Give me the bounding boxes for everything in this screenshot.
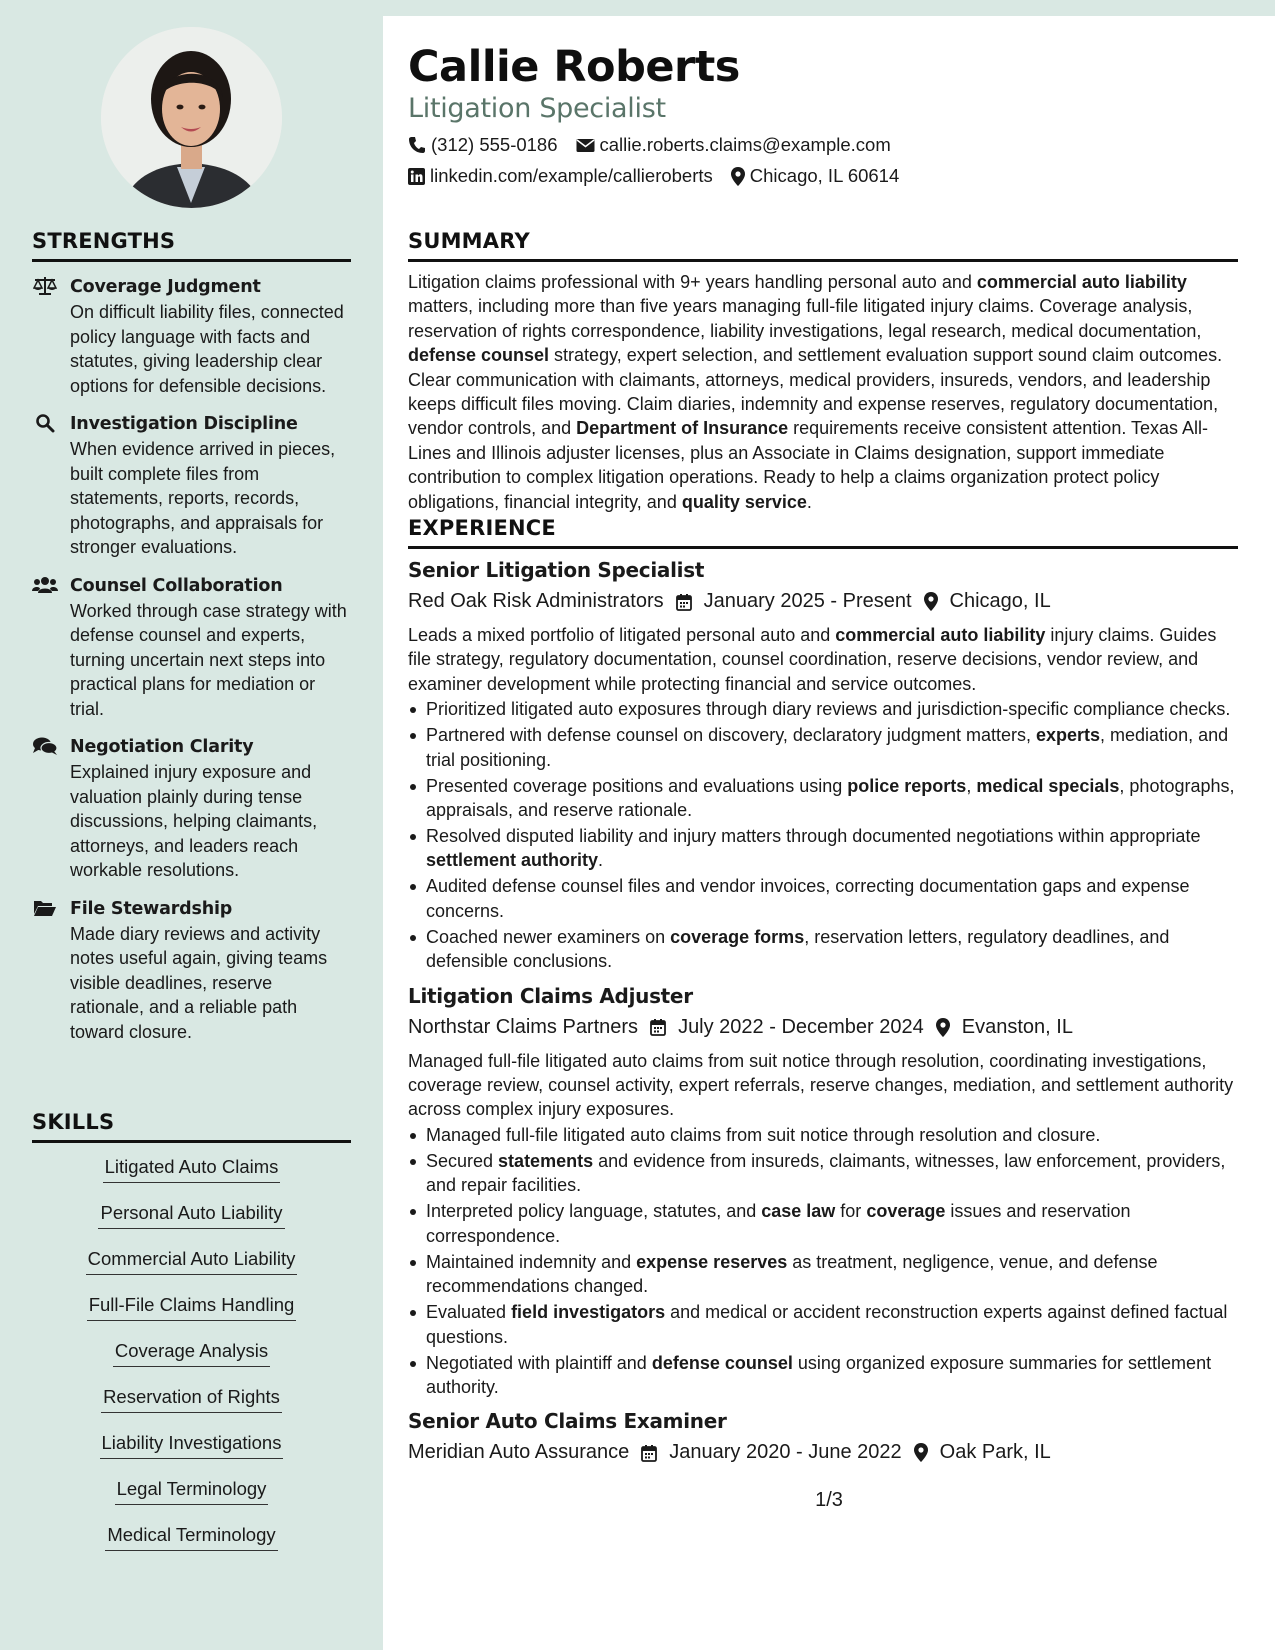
text-run: Leads a mixed portfolio of litigated personal auto and: [408, 625, 836, 645]
company-name: Northstar Claims Partners: [408, 1015, 639, 1038]
text-run: .: [598, 850, 604, 871]
candidate-name: Callie Roberts: [408, 42, 740, 92]
email-text[interactable]: callie.roberts.claims@example.com: [599, 134, 891, 155]
summary-section: [408, 229, 1238, 514]
job-title: Litigation Claims Adjuster: [408, 983, 693, 1008]
bold-keyword: commercial auto liability: [976, 272, 1187, 292]
text-run: as treatment, negligence, venue, and defense recommendations changed.: [426, 1251, 1158, 1297]
experience-heading: EXPERIENCE: [408, 516, 1238, 549]
bold-keyword: experts: [1035, 725, 1101, 746]
bullet-item: [408, 1149, 1238, 1198]
bold-keyword: coverage: [866, 1201, 946, 1222]
strength-desc: On difficult liability files, connected policy language with facts and statutes, giving leadership clear options for defensible decisions.: [70, 302, 344, 396]
strength-title: Investigation Discipline: [70, 414, 298, 434]
skills-heading: SKILLS: [32, 1110, 351, 1143]
text-run: Litigation claims professional with 9+ years handling personal auto and: [408, 272, 977, 292]
strength-title: Coverage Judgment: [70, 277, 261, 297]
contact-row-2: [408, 165, 917, 187]
bold-keyword: field investigators: [511, 1302, 666, 1323]
location-contact: [731, 165, 899, 187]
skills-list: [32, 1155, 351, 1569]
text-run: Prioritized litigated auto exposures through diary reviews and jurisdiction-specific compliance checks.: [426, 699, 1231, 720]
profile-photo: [101, 27, 282, 208]
strength-item: [32, 573, 351, 722]
strength-desc: Made diary reviews and activity notes useful again, giving teams visible deadlines, reserve rationale, and a reliable path toward closure.: [70, 923, 328, 1042]
skill-tag: Legal Terminology: [115, 1477, 269, 1505]
job-dates: July 2022 - December 2024: [678, 1015, 924, 1038]
location-text: Chicago, IL 60614: [749, 165, 900, 186]
strength-title: Negotiation Clarity: [70, 737, 254, 757]
job-description: [408, 1049, 1238, 1122]
job-entry: [408, 1409, 1238, 1464]
text-run: , mediation, and trial positioning.: [426, 725, 1229, 770]
bold-keyword: police reports: [847, 775, 967, 796]
text-run: ,: [966, 775, 977, 796]
users-icon: [32, 575, 58, 595]
text-run: requirements receive consistent attention. Texas All-Lines and Illinois adjuster licenses, plus an Associate in Claims designation, support immediate contribution to complex litigation operations. Ready to help a claims organization protect policy obligations, financial integrity, and: [408, 418, 1209, 512]
text-run: issues and reservation correspondence.: [426, 1201, 1131, 1246]
bullet-item: [408, 1351, 1238, 1400]
bullet-item: [408, 723, 1238, 772]
text-run: Resolved disputed liability and injury matters through documented negotiations within appropriate: [426, 826, 1201, 847]
phone-icon: [408, 136, 426, 154]
text-run: Audited defense counsel files and vendor invoices, correcting documentation gaps and expense concerns.: [426, 876, 1190, 921]
text-run: and evidence from insureds, claimants, witnesses, law enforcement, providers, and repair facilities.: [426, 1150, 1226, 1196]
strengths-heading: STRENGTHS: [32, 229, 351, 262]
job-meta: [408, 590, 1238, 613]
job-dates: January 2020 - June 2022: [669, 1441, 902, 1464]
bullet-item: [408, 824, 1238, 873]
text-run: matters, including more than five years managing full-file litigated injury claims. Coverage analysis, reservation of rights correspondence, liability investigations, legal research, medical documentation,: [408, 296, 1202, 341]
text-run: Managed full-file litigated auto claims from suit notice through resolution, coordinating investigations, coverage review, counsel activity, expert referrals, reserve changes, mediation, and settlement authority across complex injury exposures.: [408, 1050, 1234, 1120]
bullet-item: [408, 1250, 1238, 1299]
bold-keyword: commercial auto liability: [835, 625, 1046, 645]
page-number: 1/3: [815, 1489, 843, 1511]
summary-heading: SUMMARY: [408, 229, 1238, 262]
job-meta: [408, 1016, 1238, 1039]
bold-keyword: settlement authority: [426, 850, 599, 871]
bold-keyword: statements: [498, 1150, 594, 1171]
calendar-icon: [641, 1444, 657, 1462]
bullet-item: [408, 1123, 1238, 1147]
job-entry: [408, 558, 1238, 974]
linkedin-icon: [408, 168, 425, 185]
job-bullets: [408, 1123, 1238, 1399]
text-run: for: [835, 1201, 867, 1222]
job-title: Senior Litigation Specialist: [408, 558, 705, 582]
bold-keyword: defense counsel: [408, 345, 550, 366]
scale-icon: [32, 276, 58, 296]
strength-title: Counsel Collaboration: [70, 575, 283, 596]
contact-row: [408, 134, 909, 156]
text-run: .: [806, 491, 812, 512]
bold-keyword: medical specials: [976, 775, 1120, 796]
bullet-item: [408, 774, 1238, 823]
bold-keyword: case law: [761, 1201, 836, 1222]
strengths-section: [32, 229, 351, 1044]
bullet-item: [408, 697, 1238, 721]
company-name: Red Oak Risk Administrators: [408, 590, 664, 612]
job-entry: [408, 984, 1238, 1400]
email-contact[interactable]: [576, 134, 891, 156]
text-run: strategy, expert selection, and settlement evaluation support sound claim outcomes. Clear communication with claimants, attorneys, medical providers, insureds, vendors, and leadership keeps difficult files moving. Claim diaries, indemnity and expense reserves, regulatory documentation, vendor controls, and: [408, 345, 1223, 439]
skill-tag: Commercial Auto Liability: [86, 1247, 298, 1275]
strength-desc: Explained injury exposure and valuation plainly during tense discussions, helping claimants, attorneys, and leaders reach workable resolutions.: [70, 762, 318, 880]
bold-keyword: defense counsel: [651, 1352, 793, 1373]
job-location: Oak Park, IL: [939, 1441, 1051, 1464]
bold-keyword: expense reserves: [636, 1251, 788, 1272]
text-run: , photographs, appraisals, and reserve rationale.: [426, 775, 1235, 821]
map-pin-icon: [914, 1443, 928, 1462]
bullet-item: [408, 1199, 1238, 1248]
skill-tag: Medical Terminology: [105, 1523, 277, 1551]
text-run: injury claims. Guides file strategy, regulatory documentation, counsel coordination, reserve decisions, vendor review, and examiner development while protecting financial and service outcomes.: [408, 625, 1217, 694]
text-run: Coached newer examiners on: [426, 926, 671, 947]
text-run: Maintained indemnity and: [426, 1251, 637, 1272]
text-run: Interpreted policy language, statutes, and: [426, 1201, 762, 1222]
phone-contact: [408, 134, 558, 156]
job-bullets: [408, 697, 1238, 973]
skill-tag: Personal Auto Liability: [98, 1201, 284, 1229]
text-run: using organized exposure summaries for settlement authority.: [426, 1352, 1212, 1397]
calendar-icon: [676, 593, 692, 611]
bold-keyword: quality service: [681, 491, 807, 512]
text-run: Negotiated with plaintiff and: [426, 1352, 652, 1373]
text-run: Managed full-file litigated auto claims from suit notice through resolution and closure.: [426, 1124, 1101, 1145]
strength-title: File Stewardship: [70, 898, 233, 919]
bullet-item: [408, 874, 1238, 923]
strength-item: [32, 274, 351, 398]
strength-item: [32, 896, 351, 1045]
summary-text: [408, 270, 1238, 514]
linkedin-contact[interactable]: [408, 165, 713, 187]
skill-tag: Liability Investigations: [100, 1431, 284, 1459]
main-content: [383, 16, 1275, 1650]
text-run: Presented coverage positions and evaluations using: [426, 775, 848, 796]
strength-desc: Worked through case strategy with defense counsel and experts, turning uncertain next steps into practical plans for mediation or trial.: [70, 600, 347, 719]
job-title: Senior Auto Claims Examiner: [408, 1409, 727, 1434]
map-pin-icon: [936, 1018, 950, 1037]
search-icon: [32, 413, 58, 433]
bold-keyword: coverage forms: [670, 926, 805, 947]
skill-tag: Coverage Analysis: [113, 1339, 270, 1367]
text-run: Evaluated: [426, 1302, 512, 1323]
text-run: Partnered with defense counsel on discovery, declaratory judgment matters,: [426, 725, 1036, 746]
candidate-role: Litigation Specialist: [408, 93, 666, 124]
bold-keyword: Department of Insurance: [576, 418, 789, 439]
strength-item: [32, 734, 351, 883]
skill-tag: Full-File Claims Handling: [87, 1293, 297, 1321]
linkedin-text[interactable]: linkedin.com/example/callieroberts: [430, 165, 713, 186]
strength-item: [32, 411, 351, 560]
envelope-icon: [576, 138, 595, 153]
job-location: Chicago, IL: [949, 590, 1051, 612]
map-pin-icon: [731, 167, 745, 186]
experience-section: [408, 516, 1238, 1464]
folder-open-icon: [32, 898, 58, 918]
text-run: and medical or accident reconstruction experts against defined factual questions.: [426, 1302, 1228, 1347]
skills-section: [32, 1110, 351, 1569]
comments-icon: [32, 736, 58, 756]
skill-tag: Litigated Auto Claims: [103, 1155, 281, 1183]
job-description: [408, 623, 1238, 696]
skill-tag: Reservation of Rights: [101, 1385, 282, 1413]
calendar-icon: [650, 1018, 666, 1036]
company-name: Meridian Auto Assurance: [408, 1441, 630, 1464]
job-location: Evanston, IL: [961, 1015, 1073, 1038]
job-meta: [408, 1441, 1238, 1464]
text-run: Secured: [426, 1150, 499, 1171]
sidebar: [0, 0, 383, 1650]
bullet-item: [408, 1300, 1238, 1349]
phone-text: (312) 555-0186: [431, 134, 558, 155]
map-pin-icon: [924, 592, 938, 611]
text-run: , reservation letters, regulatory deadlines, and defensible conclusions.: [426, 926, 1170, 972]
job-dates: January 2025 - Present: [703, 590, 912, 612]
bullet-item: [408, 925, 1238, 974]
strength-desc: When evidence arrived in pieces, built complete files from statements, reports, records, photographs, and appraisals for stronger evaluations.: [70, 439, 336, 557]
